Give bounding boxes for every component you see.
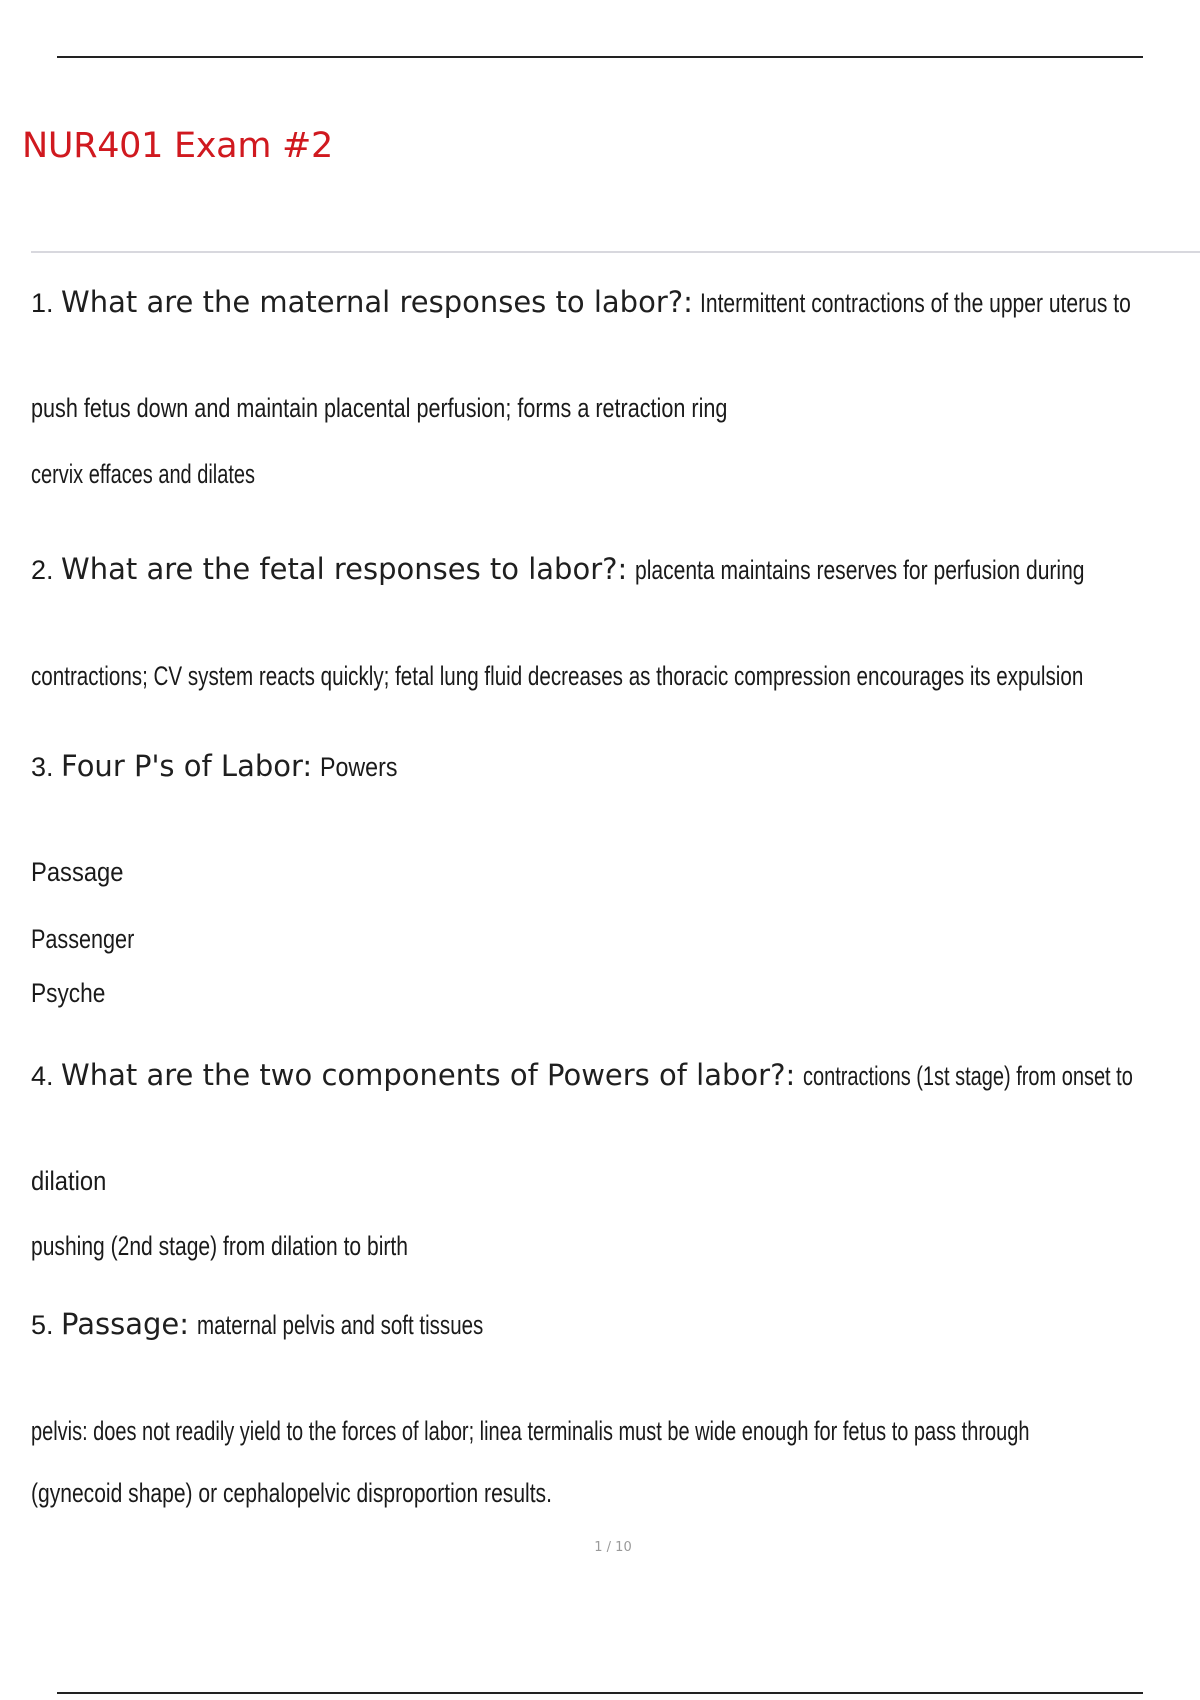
- answer-inline: contractions (1st stage) from onset to: [802, 1061, 1133, 1091]
- question-number: 1.: [31, 288, 54, 318]
- bottom-rule: [57, 1692, 1143, 1694]
- question-1: [31, 285, 1200, 320]
- page-number: 1 / 10: [594, 1540, 632, 1555]
- title-divider: [31, 251, 1200, 253]
- answer-inline: maternal pelvis and soft tissues: [196, 1310, 483, 1340]
- answer-line: dilation: [31, 1166, 107, 1196]
- question-text: What are the two components of Powers of labor?:: [61, 1058, 796, 1092]
- answer-line: Passage: [31, 857, 124, 887]
- answer-inline: placenta maintains reserves for perfusion during: [634, 555, 1085, 585]
- top-rule: [57, 56, 1143, 58]
- question-number: 3.: [31, 752, 54, 782]
- question-text: What are the fetal responses to labor?:: [61, 552, 628, 586]
- answer-line: pelvis: does not readily yield to the forces of labor; linea terminalis must be wide enough for fetus to pass through: [31, 1416, 1030, 1446]
- answer-inline: Intermittent contractions of the upper uterus to: [700, 288, 1132, 318]
- question-text: Four P's of Labor:: [61, 749, 313, 783]
- document-title: NUR401 Exam #2: [22, 126, 333, 166]
- question-text: What are the maternal responses to labor?:: [61, 285, 693, 319]
- question-number: 2.: [31, 555, 54, 585]
- question-5: [31, 1307, 573, 1342]
- question-number: 4.: [31, 1061, 54, 1091]
- question-2: [31, 552, 1200, 587]
- answer-line: cervix effaces and dilates: [31, 459, 255, 489]
- answer-line: (gynecoid shape) or cephalopelvic disproportion results.: [31, 1478, 552, 1508]
- question-3: [31, 749, 410, 784]
- question-4: [31, 1058, 1200, 1093]
- question-number: 5.: [31, 1310, 54, 1340]
- answer-line: push fetus down and maintain placental perfusion; forms a retraction ring: [31, 393, 728, 423]
- answer-line: Psyche: [31, 978, 106, 1008]
- answer-line: Passenger: [31, 924, 135, 954]
- answer-line: contractions; CV system reacts quickly; fetal lung fluid decreases as thoracic compression encourages its expulsion: [31, 661, 1084, 691]
- answer-line: pushing (2nd stage) from dilation to birth: [31, 1231, 408, 1261]
- question-text: Passage:: [61, 1307, 190, 1341]
- answer-inline: Powers: [319, 752, 398, 782]
